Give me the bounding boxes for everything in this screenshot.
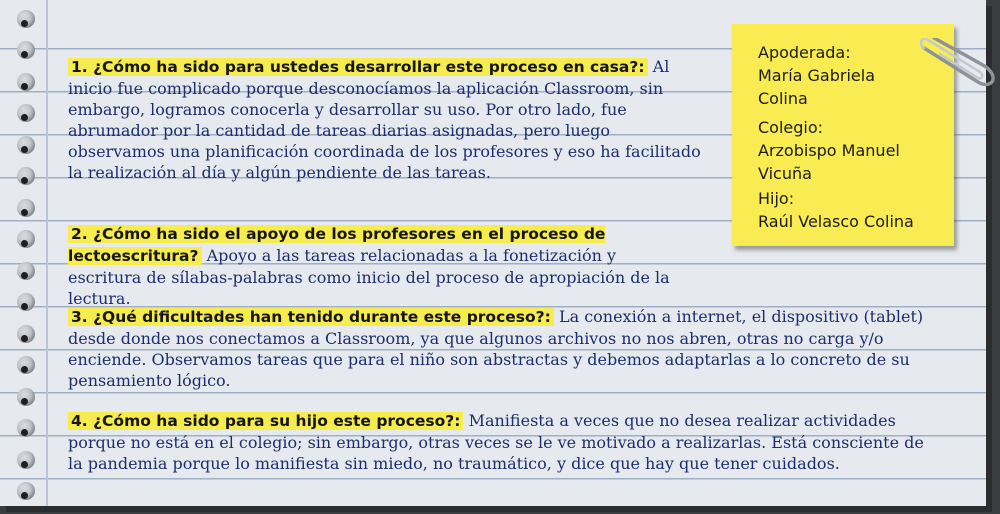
child-name: Raúl Velasco Colina <box>758 212 914 231</box>
binder-hole <box>17 482 35 500</box>
question-block-4 <box>68 410 928 474</box>
school-info <box>758 116 900 185</box>
answer-4: Manifiesta a veces que no desea realizar actividades porque no está en el colegio; sin embargo, otras veces se le ve motivado a realizarlas. Está consciente de la pandemia porque lo manifiesta sin miedo, no traumático, y dice que hay que tener cuidados. <box>68 411 924 473</box>
child-label: Hijo: <box>758 189 795 208</box>
answer-1: Al inicio fue complicado porque desconocíamos la aplicación Classroom, sin embargo, logramos conocerla y desarrollar su uso. Por otro lado, fue abrumador por la cantidad de tareas diarias asignadas, pero luego observamos una planificación coordinada de los profesores y eso ha facilitado la realización al día y algún pendiente de las tareas. <box>68 57 701 182</box>
binder-hole <box>17 230 35 248</box>
answer-3: La conexión a internet, el dispositivo (tablet) desde donde nos conectamos a Classroom, ya que algunos archivos no nos abren, otras no carga y/o enciende. Observamos tareas que para el niño son abstractas y debemos adaptarlas a lo concreto de su pensamiento lógico. <box>68 307 924 390</box>
binder-hole <box>17 199 35 217</box>
school-label: Colegio: <box>758 118 824 137</box>
school-name-line2: Vicuña <box>758 164 812 183</box>
guardian-name-line2: Colina <box>758 89 808 108</box>
binder-hole <box>17 293 35 311</box>
binder-hole <box>17 325 35 343</box>
answer-2: Apoyo a las tareas relacionadas a la fonetización y escritura de sílabas-palabras como inicio del proceso de apropiación de la lectura. <box>68 246 670 308</box>
binder-hole <box>17 10 35 28</box>
binder-hole <box>17 167 35 185</box>
binder-hole <box>17 388 35 406</box>
binder-hole <box>17 136 35 154</box>
school-name-line1: Arzobispo Manuel <box>758 141 900 160</box>
question-2: 2. ¿Cómo ha sido el apoyo de los profesores en el proceso de lectoescritura? <box>68 225 606 265</box>
guardian-info <box>758 41 875 110</box>
question-block-3 <box>68 306 928 391</box>
question-block-1 <box>68 56 708 183</box>
margin-line <box>46 0 48 506</box>
binder-hole <box>17 73 35 91</box>
paperclip-icon <box>918 38 998 98</box>
guardian-name-line1: María Gabriela <box>758 66 875 85</box>
question-4: 4. ¿Cómo ha sido para su hijo este proceso?: <box>68 412 463 430</box>
binder-hole <box>17 262 35 280</box>
question-3: 3. ¿Qué dificultades han tenido durante este proceso?: <box>68 308 554 326</box>
binder-hole <box>17 41 35 59</box>
guardian-label: Apoderada: <box>758 43 851 62</box>
question-block-2 <box>68 223 688 309</box>
binder-hole <box>17 419 35 437</box>
child-info <box>758 187 914 233</box>
question-1: 1. ¿Cómo ha sido para ustedes desarrollar este proceso en casa?: <box>68 58 648 76</box>
binder-hole <box>17 104 35 122</box>
binder-hole <box>17 451 35 469</box>
binder-hole <box>17 356 35 374</box>
